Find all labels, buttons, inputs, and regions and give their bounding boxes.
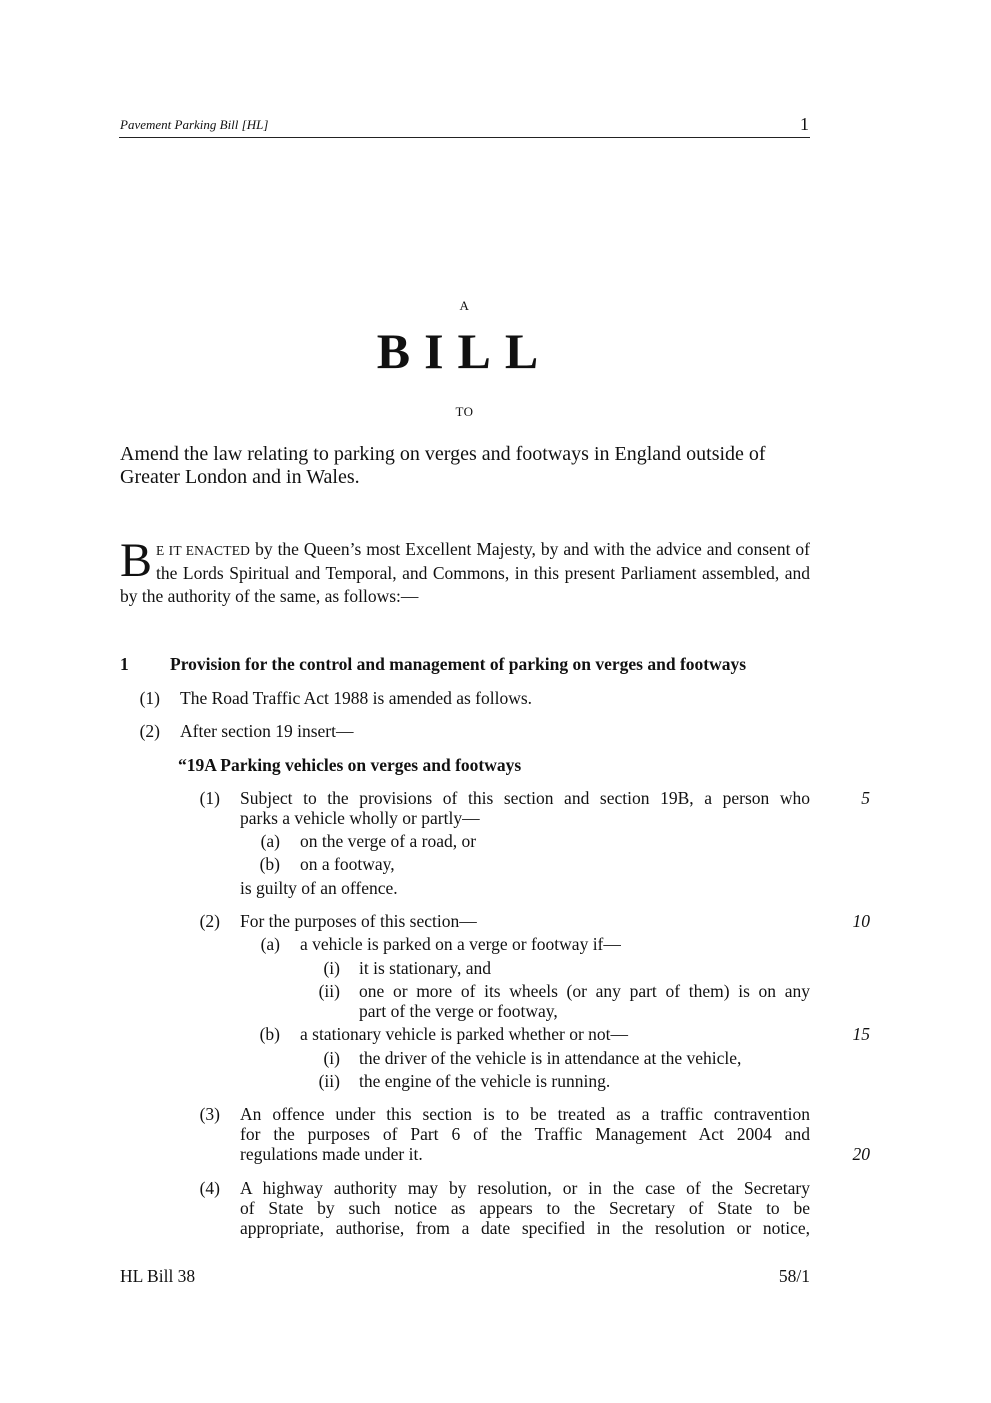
print-reference: 58/1	[778, 1266, 810, 1286]
subitem-text: it is stationary, and	[359, 958, 492, 978]
paragraph-line: parks a vehicle wholly or partly—	[240, 808, 480, 828]
bill-reference: HL Bill 38	[120, 1266, 196, 1286]
subsection-text: After section 19 insert—	[180, 721, 354, 741]
subitem-number: (i)	[323, 1048, 340, 1068]
line-number: 20	[852, 1144, 870, 1164]
section-title: Provision for the control and management of parking on verges and footways	[170, 654, 747, 674]
paragraph-line: appropriate, authorise, from a date specified in the resolution or notice,	[240, 1218, 810, 1238]
bill-heading: BILL	[376, 323, 553, 379]
paragraph-line: for the purposes of Part 6 of the Traffic Management Act 2004 and	[240, 1124, 810, 1144]
paragraph-line: is guilty of an offence.	[240, 878, 398, 898]
subitem-text: the driver of the vehicle is in attendance at the vehicle,	[359, 1048, 742, 1068]
running-title: Pavement Parking Bill [HL]	[120, 117, 269, 132]
subsection-number: (1)	[139, 688, 160, 708]
paragraph-number: (1)	[199, 788, 220, 808]
item-text: a stationary vehicle is parked whether or not—	[300, 1024, 629, 1044]
paragraph-number: (2)	[199, 911, 220, 931]
subitem-text: part of the verge or footway,	[359, 1001, 558, 1021]
enacting-text: by the Queen’s most Excellent Majesty, by and with the advice and consent of the Lords Spiritual and Temporal, and Commons, in this present Parliament assembled, and by the authority of the same, as follows:—	[120, 539, 810, 606]
page-number: 1	[800, 114, 809, 134]
paragraph-line: An offence under this section is to be treated as a traffic contravention	[240, 1104, 810, 1124]
subitem-text: one or more of its wheels (or any part of them) is on any	[359, 981, 810, 1001]
item-number: (b)	[259, 1024, 280, 1044]
item-text: on a footway,	[300, 854, 395, 874]
paragraph-number: (4)	[199, 1178, 220, 1198]
long-title: Amend the law relating to parking on verges and footways in England outside of Greater London and in Wales.	[120, 443, 766, 488]
paragraph-line: of State by such notice as appears to the Secretary of State to be	[240, 1198, 810, 1218]
subitem-text: the engine of the vehicle is running.	[359, 1071, 611, 1091]
paragraph-line: Subject to the provisions of this section and section 19B, a person who	[240, 788, 810, 808]
header-rule	[119, 137, 810, 138]
drop-cap: B	[120, 534, 153, 587]
subsection-text: The Road Traffic Act 1988 is amended as follows.	[180, 688, 533, 708]
item-number: (b)	[259, 854, 280, 874]
subsection-number: (2)	[139, 721, 160, 741]
enacting-formula	[120, 534, 810, 608]
item-number: (a)	[260, 934, 280, 954]
line-number: 10	[852, 911, 870, 931]
inserted-section-heading: “19A Parking vehicles on verges and footways	[178, 755, 522, 775]
item-text: a vehicle is parked on a verge or footway if—	[300, 934, 621, 954]
subitem-number: (ii)	[318, 1071, 340, 1091]
line-number: 15	[852, 1024, 870, 1044]
section-number: 1	[120, 654, 129, 674]
line-number: 5	[861, 788, 870, 808]
paragraph-number: (3)	[199, 1104, 220, 1124]
title-to: TO	[455, 404, 474, 419]
subitem-number: (i)	[323, 958, 340, 978]
title-a: A	[459, 298, 470, 313]
subitem-number: (ii)	[318, 981, 340, 1001]
enacting-small-caps: E IT ENACTED	[156, 543, 251, 558]
item-text: on the verge of a road, or	[300, 831, 477, 851]
item-number: (a)	[260, 831, 280, 851]
paragraph-line: A highway authority may by resolution, or in the case of the Secretary	[240, 1178, 810, 1198]
paragraph-line: regulations made under it.	[240, 1144, 423, 1164]
paragraph-line: For the purposes of this section—	[240, 911, 477, 931]
